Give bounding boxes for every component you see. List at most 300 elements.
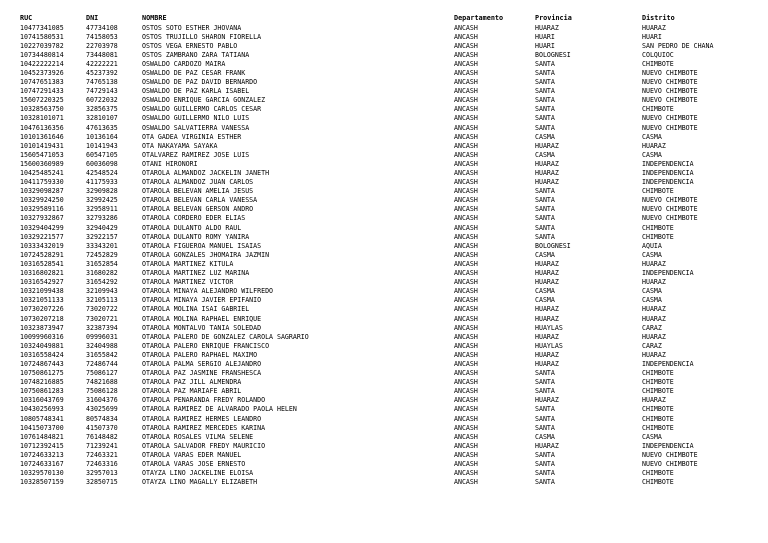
provincia-cell: BOLOGNESI [535, 50, 571, 59]
nombre-cell: OTAYZA LINO JACKELINE ELOISA [142, 469, 254, 478]
header-nombre: NOMBRE [142, 14, 167, 22]
distrito-cell: INDEPENDENCIA [642, 159, 694, 168]
nombre-cell: OTAROLA ALMANDOZ JACKELIN JANETH [142, 169, 270, 177]
departamento-cell: ANCASH [454, 196, 478, 205]
header-provincia: Provincia [535, 14, 572, 22]
provincia-cell: SANTA [535, 68, 555, 77]
dni-cell: 75086128 [86, 387, 118, 396]
ruc-cell: 10227039782 [20, 41, 64, 50]
departamento-cell: ANCASH [454, 287, 478, 296]
provincia-cell: SANTA [535, 123, 555, 132]
nombre-cell: OTAROLA MOLINA RAPHAEL ENRIQUE [142, 314, 262, 323]
dni-cell: 33343201 [86, 241, 118, 250]
provincia-cell: HUAYLAS [535, 323, 563, 332]
departamento-cell: ANCASH [454, 269, 478, 278]
distrito-cell: CHIMBOTE [642, 405, 674, 414]
nombre-cell: OTAROLA MARTINEZ VICTOR [142, 278, 234, 287]
nombre-cell: OSWALDO GUILLERMO NILO LUIS [142, 114, 250, 123]
table-row [20, 51, 766, 60]
dni-cell: 32810107 [86, 114, 118, 123]
table-row [20, 405, 766, 414]
dni-cell: 73020721 [86, 314, 118, 323]
distrito-cell: HUARAZ [642, 141, 666, 150]
departamento-cell: ANCASH [454, 250, 478, 259]
dni-cell: 41507370 [86, 423, 118, 432]
departamento-cell: ANCASH [454, 68, 478, 77]
table-row [20, 260, 766, 269]
ruc-cell: 10329924250 [20, 196, 64, 205]
dni-cell: 32940429 [86, 223, 118, 232]
provincia-cell: SANTA [535, 196, 555, 205]
table-row [20, 451, 766, 460]
nombre-cell: OTAROLA RAMIREZ DE ALVARADO PAOLA HELEN [142, 405, 297, 414]
table-row [20, 187, 766, 196]
dni-cell: 76148482 [86, 432, 118, 441]
header-departamento: Departamento [454, 14, 504, 22]
distrito-cell: CHIMBOTE [642, 187, 674, 196]
dni-cell: 73020722 [86, 305, 118, 314]
provincia-cell: SANTA [535, 378, 555, 387]
dni-cell: 72486744 [86, 359, 118, 368]
ruc-cell: 10724528291 [20, 250, 64, 259]
distrito-cell: AQUIA [642, 241, 662, 250]
table-row [20, 214, 766, 223]
ruc-cell: 10323873947 [20, 323, 64, 332]
nombre-cell: OSWALDO GUILLERMO CARLOS CESAR [142, 105, 262, 114]
provincia-cell: CASMA [535, 150, 555, 159]
dni-cell: 43025699 [86, 405, 118, 414]
distrito-cell: CHIMBOTE [642, 414, 674, 423]
distrito-cell: NUEVO CHIMBOTE [642, 450, 698, 459]
table-row [20, 133, 766, 142]
provincia-cell: SANTA [535, 96, 555, 105]
departamento-cell: ANCASH [454, 187, 478, 196]
nombre-cell: OTAROLA PAZ JILL ALMENDRA [142, 378, 242, 387]
nombre-cell: OTAROLA BELEVAN CARLA VANESSA [142, 196, 258, 205]
provincia-cell: SANTA [535, 469, 555, 478]
distrito-cell: NUEVO CHIMBOTE [642, 114, 698, 123]
dni-cell: 32850715 [86, 478, 118, 487]
departamento-cell: ANCASH [454, 169, 478, 177]
distrito-cell: CHIMBOTE [642, 232, 674, 241]
departamento-cell: ANCASH [454, 414, 478, 423]
nombre-cell: OTAROLA RAMIREZ MERCEDES KARINA [142, 423, 266, 432]
nombre-cell: OTAROLA MARTINEZ KITULA [142, 259, 234, 268]
dni-cell: 10141943 [86, 141, 118, 150]
ruc-cell: 10724633167 [20, 460, 64, 468]
distrito-cell: COLQUIOC [642, 50, 674, 59]
provincia-cell: HUARAZ [535, 350, 559, 359]
dni-cell: 32957013 [86, 469, 118, 478]
ruc-cell: 10425485241 [20, 169, 64, 177]
provincia-cell: HUARAZ [535, 141, 559, 150]
departamento-cell: ANCASH [454, 305, 478, 314]
ruc-cell: 10329098287 [20, 187, 64, 196]
departamento-cell: ANCASH [454, 132, 478, 141]
ruc-cell: 10316802821 [20, 269, 64, 278]
table-row [20, 114, 766, 123]
header-dni: DNI [86, 14, 99, 22]
departamento-cell: ANCASH [454, 359, 478, 368]
dni-cell: 42222221 [86, 59, 118, 68]
nombre-cell: OTAROLA MINAYA JAVIER EPIFANIO [142, 296, 262, 305]
departamento-cell: ANCASH [454, 105, 478, 114]
distrito-cell: NUEVO CHIMBOTE [642, 96, 698, 105]
nombre-cell: OSTOS TRUJILLO SHARON FIORELLA [142, 32, 262, 41]
nombre-cell: OTAYZA LINO MAGALLY ELIZABETH [142, 478, 258, 487]
nombre-cell: OTAROLA RAMIREZ HERMES LEANDRO [142, 414, 262, 423]
ruc-cell: 10329589116 [20, 205, 64, 214]
provincia-cell: CASMA [535, 296, 555, 305]
provincia-cell: CASMA [535, 250, 555, 259]
provincia-cell: SANTA [535, 214, 555, 223]
nombre-cell: OTAROLA MONTALVO TANIA SOLEDAD [142, 323, 262, 332]
distrito-cell: HUARAZ [642, 305, 666, 314]
provincia-cell: SANTA [535, 478, 555, 487]
dni-cell: 60036098 [86, 159, 118, 168]
departamento-cell: ANCASH [454, 350, 478, 359]
table-row [20, 242, 766, 251]
dni-cell: 41175933 [86, 178, 118, 187]
departamento-cell: ANCASH [454, 241, 478, 250]
ruc-cell: 10712392415 [20, 441, 64, 450]
dni-cell: 74158053 [86, 32, 118, 41]
distrito-cell: INDEPENDENCIA [642, 441, 694, 450]
dni-cell: 32793286 [86, 214, 118, 223]
table-row [20, 342, 766, 351]
ruc-cell: 10415073700 [20, 423, 64, 432]
nombre-cell: OTAROLA VARAS JOSE ERNESTO [142, 460, 246, 468]
ruc-cell: 10430256993 [20, 405, 64, 414]
provincia-cell: SANTA [535, 105, 555, 114]
nombre-cell: OTANI HIRONORI [142, 159, 198, 168]
departamento-cell: ANCASH [454, 123, 478, 132]
provincia-cell: HUARAZ [535, 259, 559, 268]
nombre-cell: OTAROLA MOLINA ISAI GABRIEL [142, 305, 250, 314]
ruc-cell: 10476136356 [20, 123, 64, 132]
departamento-cell: ANCASH [454, 232, 478, 241]
provincia-cell: HUARAZ [535, 169, 559, 177]
table-row [20, 178, 766, 187]
departamento-cell: ANCASH [454, 405, 478, 414]
ruc-cell: 10327932867 [20, 214, 64, 223]
provincia-cell: CASMA [535, 132, 555, 141]
dni-cell: 09996031 [86, 332, 118, 341]
table-row [20, 469, 766, 478]
table-row [20, 269, 766, 278]
ruc-cell: 10316043769 [20, 396, 64, 405]
nombre-cell: OTAROLA GONZALES JHOMAIRA JAZMIN [142, 250, 270, 259]
nombre-cell: OTAROLA BELEVAN AMELIA JESUS [142, 187, 254, 196]
ruc-cell: 10750861275 [20, 369, 64, 378]
dni-cell: 71239241 [86, 441, 118, 450]
dni-cell: 31654292 [86, 278, 118, 287]
distrito-cell: CHIMBOTE [642, 105, 674, 114]
distrito-cell: CARAZ [642, 341, 662, 350]
distrito-cell: HUARAZ [642, 23, 666, 32]
departamento-cell: ANCASH [454, 296, 478, 305]
header-row [20, 13, 766, 24]
ruc-cell: 10750861283 [20, 387, 64, 396]
nombre-cell: OTAROLA PAZ MARIAFE ABRIL [142, 387, 242, 396]
nombre-cell: OTAROLA PALMA SERGIO ALEJANDRO [142, 359, 262, 368]
provincia-cell: CASMA [535, 432, 555, 441]
table-row [20, 460, 766, 469]
ruc-cell: 10099960316 [20, 332, 64, 341]
departamento-cell: ANCASH [454, 396, 478, 405]
taxpayer-table [20, 13, 766, 487]
departamento-cell: ANCASH [454, 178, 478, 187]
header-distrito: Distrito [642, 14, 675, 22]
nombre-cell: OTAROLA MINAYA ALEJANDRO WILFREDO [142, 287, 274, 296]
table-row [20, 87, 766, 96]
table-row [20, 387, 766, 396]
ruc-cell: 10329221577 [20, 232, 64, 241]
departamento-cell: ANCASH [454, 41, 478, 50]
ruc-cell: 10316542927 [20, 278, 64, 287]
ruc-cell: 10724867443 [20, 359, 64, 368]
provincia-cell: HUARAZ [535, 396, 559, 405]
distrito-cell: CHIMBOTE [642, 378, 674, 387]
nombre-cell: OTAROLA DULANTO ALDO RAUL [142, 223, 242, 232]
distrito-cell: HUARI [642, 32, 662, 41]
dni-cell: 74765138 [86, 78, 118, 87]
distrito-cell: CASMA [642, 287, 662, 296]
table-row [20, 442, 766, 451]
distrito-cell: NUEVO CHIMBOTE [642, 196, 698, 205]
departamento-cell: ANCASH [454, 341, 478, 350]
provincia-cell: SANTA [535, 405, 555, 414]
dni-cell: 32922157 [86, 232, 118, 241]
dni-cell: 31652854 [86, 259, 118, 268]
ruc-cell: 10329404299 [20, 223, 64, 232]
ruc-cell: 10452373926 [20, 68, 64, 77]
table-row [20, 378, 766, 387]
nombre-cell: OTAROLA CORDERO EDER ELIAS [142, 214, 246, 223]
dni-cell: 31604376 [86, 396, 118, 405]
dni-cell: 74821688 [86, 378, 118, 387]
provincia-cell: SANTA [535, 414, 555, 423]
departamento-cell: ANCASH [454, 259, 478, 268]
distrito-cell: CASMA [642, 132, 662, 141]
distrito-cell: INDEPENDENCIA [642, 169, 694, 177]
departamento-cell: ANCASH [454, 323, 478, 332]
dni-cell: 60547105 [86, 150, 118, 159]
departamento-cell: ANCASH [454, 278, 478, 287]
ruc-cell: 10328101071 [20, 114, 64, 123]
departamento-cell: ANCASH [454, 332, 478, 341]
table-row [20, 315, 766, 324]
nombre-cell: OTAROLA SALVADOR FREDY MAURICIO [142, 441, 266, 450]
provincia-cell: SANTA [535, 460, 555, 468]
distrito-cell: HUARAZ [642, 259, 666, 268]
ruc-cell: 10734480814 [20, 50, 64, 59]
table-row [20, 151, 766, 160]
ruc-cell: 10101419431 [20, 141, 64, 150]
provincia-cell: HUARI [535, 32, 555, 41]
provincia-cell: HUARAZ [535, 332, 559, 341]
distrito-cell: CASMA [642, 150, 662, 159]
table-row [20, 324, 766, 333]
dni-cell: 72452829 [86, 250, 118, 259]
table-row [20, 78, 766, 87]
distrito-cell: CHIMBOTE [642, 387, 674, 396]
table-row [20, 305, 766, 314]
provincia-cell: SANTA [535, 423, 555, 432]
table-row [20, 60, 766, 69]
table-row [20, 169, 766, 178]
ruc-cell: 10316528541 [20, 259, 64, 268]
ruc-cell: 10333432019 [20, 241, 64, 250]
provincia-cell: HUARAZ [535, 305, 559, 314]
table-row [20, 415, 766, 424]
nombre-cell: OTALVAREZ RAMIREZ JOSE LUIS [142, 150, 250, 159]
table-row [20, 433, 766, 442]
departamento-cell: ANCASH [454, 378, 478, 387]
table-row [20, 42, 766, 51]
dni-cell: 31680282 [86, 269, 118, 278]
nombre-cell: OTAROLA PEÑARANDA FREDY ROLANDO [142, 396, 266, 405]
dni-cell: 22703978 [86, 41, 118, 50]
table-row [20, 69, 766, 78]
departamento-cell: ANCASH [454, 32, 478, 41]
provincia-cell: SANTA [535, 78, 555, 87]
distrito-cell: CHIMBOTE [642, 423, 674, 432]
provincia-cell: CASMA [535, 287, 555, 296]
departamento-cell: ANCASH [454, 96, 478, 105]
table-row [20, 369, 766, 378]
table-row [20, 333, 766, 342]
distrito-cell: NUEVO CHIMBOTE [642, 205, 698, 214]
table-row [20, 233, 766, 242]
departamento-cell: ANCASH [454, 23, 478, 32]
dni-cell: 74729143 [86, 87, 118, 96]
nombre-cell: OTAROLA PALERO ENRIQUE FRANCISCO [142, 341, 270, 350]
distrito-cell: CASMA [642, 250, 662, 259]
nombre-cell: OTAROLA BELEVAN GERSON ANDRO [142, 205, 254, 214]
ruc-cell: 10321051133 [20, 296, 64, 305]
departamento-cell: ANCASH [454, 50, 478, 59]
distrito-cell: HUARAZ [642, 396, 666, 405]
departamento-cell: ANCASH [454, 441, 478, 450]
provincia-cell: SANTA [535, 387, 555, 396]
ruc-cell: 10747651383 [20, 78, 64, 87]
provincia-cell: SANTA [535, 223, 555, 232]
provincia-cell: SANTA [535, 232, 555, 241]
dni-cell: 60722032 [86, 96, 118, 105]
nombre-cell: OSTOS SOTO ESTHER JHOVANA [142, 23, 242, 32]
departamento-cell: ANCASH [454, 205, 478, 214]
provincia-cell: HUARAZ [535, 278, 559, 287]
distrito-cell: HUARAZ [642, 350, 666, 359]
ruc-cell: 10477341085 [20, 23, 64, 32]
distrito-cell: NUEVO CHIMBOTE [642, 87, 698, 96]
provincia-cell: HUARAZ [535, 441, 559, 450]
ruc-cell: 10321099438 [20, 287, 64, 296]
provincia-cell: HUAYLAS [535, 341, 563, 350]
nombre-cell: OSWALDO SALVATIERRA VANESSA [142, 123, 250, 132]
dni-cell: 31655842 [86, 350, 118, 359]
provincia-cell: HUARAZ [535, 159, 559, 168]
provincia-cell: SANTA [535, 87, 555, 96]
table-row [20, 351, 766, 360]
dni-cell: 32856375 [86, 105, 118, 114]
ruc-cell: 10730207218 [20, 314, 64, 323]
nombre-cell: OSWALDO DE PAZ DAVID BERNARDO [142, 78, 258, 87]
departamento-cell: ANCASH [454, 478, 478, 487]
departamento-cell: ANCASH [454, 214, 478, 223]
departamento-cell: ANCASH [454, 223, 478, 232]
provincia-cell: HUARI [535, 41, 555, 50]
header-ruc: RUC [20, 14, 33, 22]
ruc-cell: 10316558424 [20, 350, 64, 359]
ruc-cell: 10329570130 [20, 469, 64, 478]
distrito-cell: CHIMBOTE [642, 478, 674, 487]
departamento-cell: ANCASH [454, 469, 478, 478]
dni-cell: 32958911 [86, 205, 118, 214]
table-row [20, 224, 766, 233]
distrito-cell: NUEVO CHIMBOTE [642, 78, 698, 87]
departamento-cell: ANCASH [454, 460, 478, 468]
dni-cell: 47734108 [86, 23, 118, 32]
table-row [20, 424, 766, 433]
ruc-cell: 15607220325 [20, 96, 64, 105]
provincia-cell: SANTA [535, 187, 555, 196]
table-row [20, 478, 766, 487]
departamento-cell: ANCASH [454, 159, 478, 168]
departamento-cell: ANCASH [454, 369, 478, 378]
provincia-cell: HUARAZ [535, 359, 559, 368]
ruc-cell: 15600360989 [20, 159, 64, 168]
provincia-cell: SANTA [535, 205, 555, 214]
dni-cell: 72463316 [86, 460, 118, 468]
distrito-cell: CHIMBOTE [642, 59, 674, 68]
ruc-cell: 10741580531 [20, 32, 64, 41]
nombre-cell: OTAROLA ALMANDOZ JUAN CARLOS [142, 178, 254, 187]
nombre-cell: OSTOS ZAMBRANO ZARA TATIANA [142, 50, 250, 59]
departamento-cell: ANCASH [454, 150, 478, 159]
distrito-cell: NUEVO CHIMBOTE [642, 68, 698, 77]
dni-cell: 32404988 [86, 341, 118, 350]
ruc-cell: 10411759330 [20, 178, 64, 187]
dni-cell: 32992425 [86, 196, 118, 205]
table-body [20, 24, 766, 488]
table-row [20, 142, 766, 151]
distrito-cell: CASMA [642, 296, 662, 305]
nombre-cell: OTAROLA DULANTO ROMY YANIRA [142, 232, 250, 241]
provincia-cell: HUARAZ [535, 178, 559, 187]
provincia-cell: HUARAZ [535, 23, 559, 32]
ruc-cell: 10324049881 [20, 341, 64, 350]
nombre-cell: OTAROLA VARAS EDER MANUEL [142, 450, 242, 459]
dni-cell: 42548524 [86, 169, 118, 177]
dni-cell: 32387394 [86, 323, 118, 332]
ruc-cell: 10422222214 [20, 59, 64, 68]
ruc-cell: 10761484821 [20, 432, 64, 441]
nombre-cell: OTAROLA PALERO RAPHAEL MAXIMO [142, 350, 258, 359]
table-row [20, 251, 766, 260]
table-row [20, 278, 766, 287]
departamento-cell: ANCASH [454, 87, 478, 96]
distrito-cell: INDEPENDENCIA [642, 359, 694, 368]
distrito-cell: NUEVO CHIMBOTE [642, 214, 698, 223]
distrito-cell: CHIMBOTE [642, 223, 674, 232]
table-row [20, 196, 766, 205]
table-row [20, 160, 766, 169]
nombre-cell: OTAROLA FIGUEROA MANUEL ISAIAS [142, 241, 262, 250]
table-row [20, 33, 766, 42]
nombre-cell: OTAROLA MARTINEZ LUZ MARINA [142, 269, 250, 278]
